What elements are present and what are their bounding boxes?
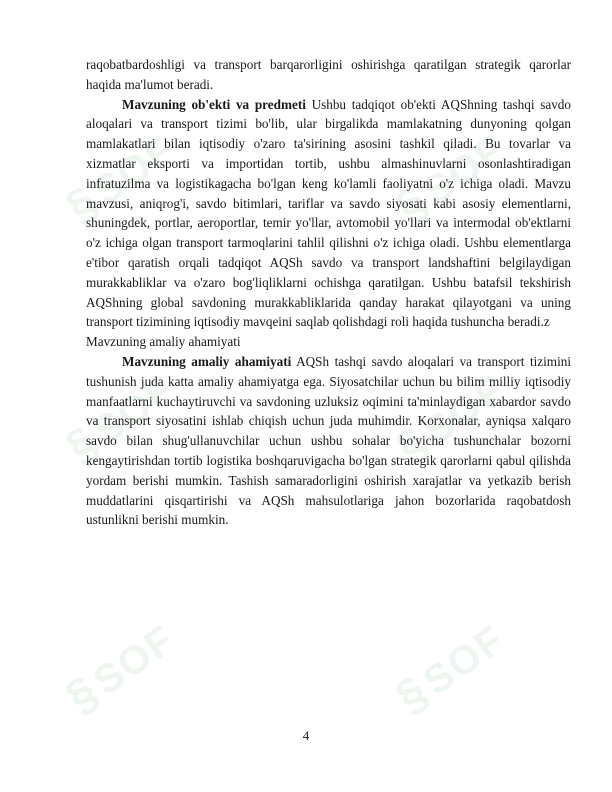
watermark-mark: § [385,415,437,473]
watermark-text: SOF [415,617,514,704]
paragraph-practical-significance [86,352,571,530]
watermark-mark: § [55,665,107,723]
watermark-text: SOF [415,127,514,214]
paragraph-continuation: raqobatbardoshligi va transport barqarorligini oshirishga qaratilgan strategik qarorlar haqida ma'lumot beradi. [86,57,571,92]
page-number: 4 [302,728,310,743]
paragraph-object-subject [86,95,571,333]
paragraph-text: AQSh tashqi savdo aloqalari va transport tizimini tushunish juda katta amaliy ahamiyatga ega. Siyosatchilar uchun bu bilim milliy iqtisodiy manfaatlarni kuchaytiruvchi va savdoning uzluksiz oqimini ta'minlaydigan xabardor savdo va transport siyosatini ishlab chiqish uchun juda muhimdir. Korxonalar, ayniqsa xalqaro savdo bilan shug'ullanuvchilar uchun ushbu sohalar bo'yicha tushunchalar bozorni kengaytirishdan tortib logistika boshqaruvigacha bo'lgan strategik qarorlarni qabul qilishda yordam berishi mumkin. Tashish samaradorligini oshirish xarajatlar va yetkazib berish muddatlarini qisqartirishi va AQSh mahsulotlariga jahon bozorlarida raqobatdosh ustunlikni berishi mumkin. [86,353,571,528]
watermark-text: SOF [85,127,184,214]
watermark-text: SOF [85,617,184,704]
watermark-text: SOF [415,367,514,454]
document-body [86,55,571,530]
watermark-mark: § [55,175,107,233]
paragraph-heading: Mavzuning ob'ekti va predmeti [122,96,306,112]
watermark-mark: § [385,665,437,723]
watermark-logo [385,611,514,724]
paragraph-text: Ushbu tadqiqot ob'ekti AQShning tashqi savdo aloqalari va transport tizimi bo'lib, ular birgalikda mamlakatning dunyoning qolgan mamlakatlari bilan iqtisodiy o'zaro ta'sirining asosini tashkil qiladi. Bu tovarlar va xizmatlar eksporti va importidan tortib, ushbu almashinuvlarni osonlashtiradigan infratuzilma va logistikagacha bo'lgan keng ko'lamli faoliyatni o'z ichiga oladi. Mavzu mavzusi, aniqrog'i, savdo bitimlari, tariflar va savdo siyosati kabi asosiy elementlarni, shuningdek, portlar, aeroportlar, temir yo'llar, avtomobil yo'llari va intermodal ob'ektlarni o'z ichiga olgan transport tarmoqlarini tahlil qilishni o'z ichiga oladi. Ushbu elementlarga e'tibor qaratish orqali tadqiqot AQSh savdo va transport landshaftini belgilaydigan murakkabliklar va o'zaro bog'liqliklarni ochishga qaratilgan. Ushbu batafsil tekshirish AQShning global savdoning murakkabliklarida qanday harakat qilayotgani va uning transport tizimining iqtisodiy mavqeini saqlab qolishdagi roli haqida tushuncha beradi.z [86,96,571,330]
paragraph-heading: Mavzuning amaliy ahamiyati [122,353,292,369]
watermark-logo [55,611,184,724]
section-title: Mavzuning amaliy ahamiyati [86,334,241,350]
watermark-mark: § [55,415,107,473]
watermark-text: SOF [85,367,184,454]
watermark-mark: § [385,175,437,233]
